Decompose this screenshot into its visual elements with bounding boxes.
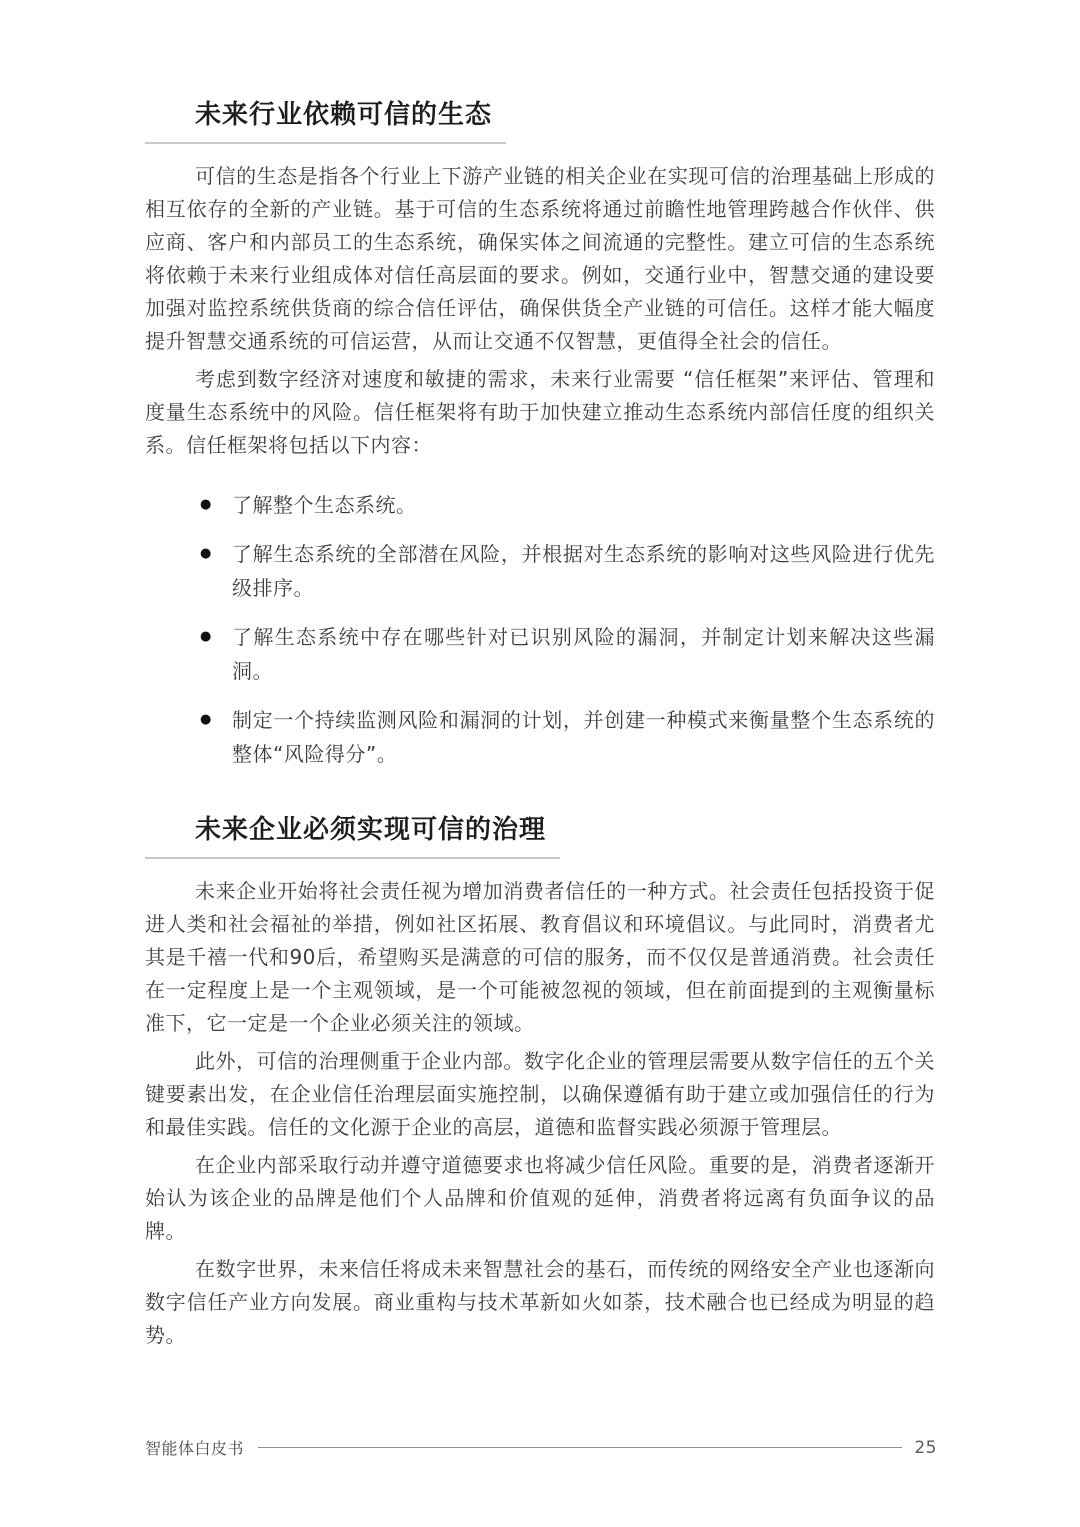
trust-framework-bullet-list xyxy=(145,488,935,771)
section-heading: 未来行业依赖可信的生态 xyxy=(145,100,506,144)
list-item xyxy=(200,703,935,771)
list-item xyxy=(200,537,935,605)
page-number: 25 xyxy=(914,1437,937,1458)
section-trusted-ecosystem xyxy=(145,100,935,771)
bullet-icon: ● xyxy=(200,546,212,562)
footer-rule xyxy=(258,1447,902,1448)
section-trusted-governance xyxy=(145,815,935,1352)
paragraph: 此外，可信的治理侧重于企业内部。数字化企业的管理层需要从数字信任的五个关键要素出发，在企业信任治理层面实施控制，以确保遵循有助于建立或加强信任的行为和最佳实践。信任的文化源于企业的高层，道德和监督实践必须源于管理层。 xyxy=(145,1049,935,1140)
list-item-text: 了解生态系统中存在哪些针对已识别风险的漏洞，并制定计划来解决这些漏洞。 xyxy=(232,625,935,684)
page-content xyxy=(145,100,935,1357)
list-item xyxy=(200,620,935,688)
paragraph: 可信的生态是指各个行业上下游产业链的相关企业在实现可信的治理基础上形成的相互依存的全新的产业链。基于可信的生态系统将通过前瞻性地管理跨越合作伙伴、供应商、客户和内部员工的生态系统，确保实体之间流通的完整性。建立可信的生态系统将依赖于未来行业组成体对信任高层面的要求。例如，交通行业中，智慧交通的建设要加强对监控系统供货商的综合信任评估，确保供货全产业链的可信任。这样才能大幅度提升智慧交通系统的可信运营，从而让交通不仅智慧，更值得全社会的信任。 xyxy=(145,164,935,354)
list-item xyxy=(200,488,935,522)
paragraph: 考虑到数字经济对速度和敏捷的需求，未来行业需要 “信任框架”来评估、管理和度量生态系统中的风险。信任框架将有助于加快建立推动生态系统内部信任度的组织关系。信任框架将包括以下内容： xyxy=(145,367,935,458)
bullet-icon: ● xyxy=(200,497,212,513)
page-footer xyxy=(145,1436,937,1459)
bullet-icon: ● xyxy=(200,712,212,728)
list-item-text: 了解生态系统的全部潜在风险，并根据对生态系统的影响对这些风险进行优先级排序。 xyxy=(232,542,935,601)
list-item-text: 了解整个生态系统。 xyxy=(232,493,417,518)
list-item-text: 制定一个持续监测风险和漏洞的计划，并创建一种模式来衡量整个生态系统的整体“风险得分”。 xyxy=(232,708,935,767)
paragraph: 未来企业开始将社会责任视为增加消费者信任的一种方式。社会责任包括投资于促进人类和社会福祉的举措，例如社区拓展、教育倡议和环境倡议。与此同时，消费者尤其是千禧一代和90后，希望购买是满意的可信的服务，而不仅仅是普通消费。社会责任在一定程度上是一个主观领域，是一个可能被忽视的领域，但在前面提到的主观衡量标准下，它一定是一个企业必须关注的领域。 xyxy=(145,879,935,1036)
footer-book-title: 智能体白皮书 xyxy=(145,1439,245,1458)
paragraph: 在数字世界，未来信任将成未来智慧社会的基石，而传统的网络安全产业也逐渐向数字信任产业方向发展。商业重构与技术革新如火如荼，技术融合也已经成为明显的趋势。 xyxy=(145,1257,935,1348)
section-heading: 未来企业必须实现可信的治理 xyxy=(145,815,560,859)
bullet-icon: ● xyxy=(200,629,212,645)
paragraph: 在企业内部采取行动并遵守道德要求也将减少信任风险。重要的是，消费者逐渐开始认为该企业的品牌是他们个人品牌和价值观的延伸，消费者将远离有负面争议的品牌。 xyxy=(145,1153,935,1244)
